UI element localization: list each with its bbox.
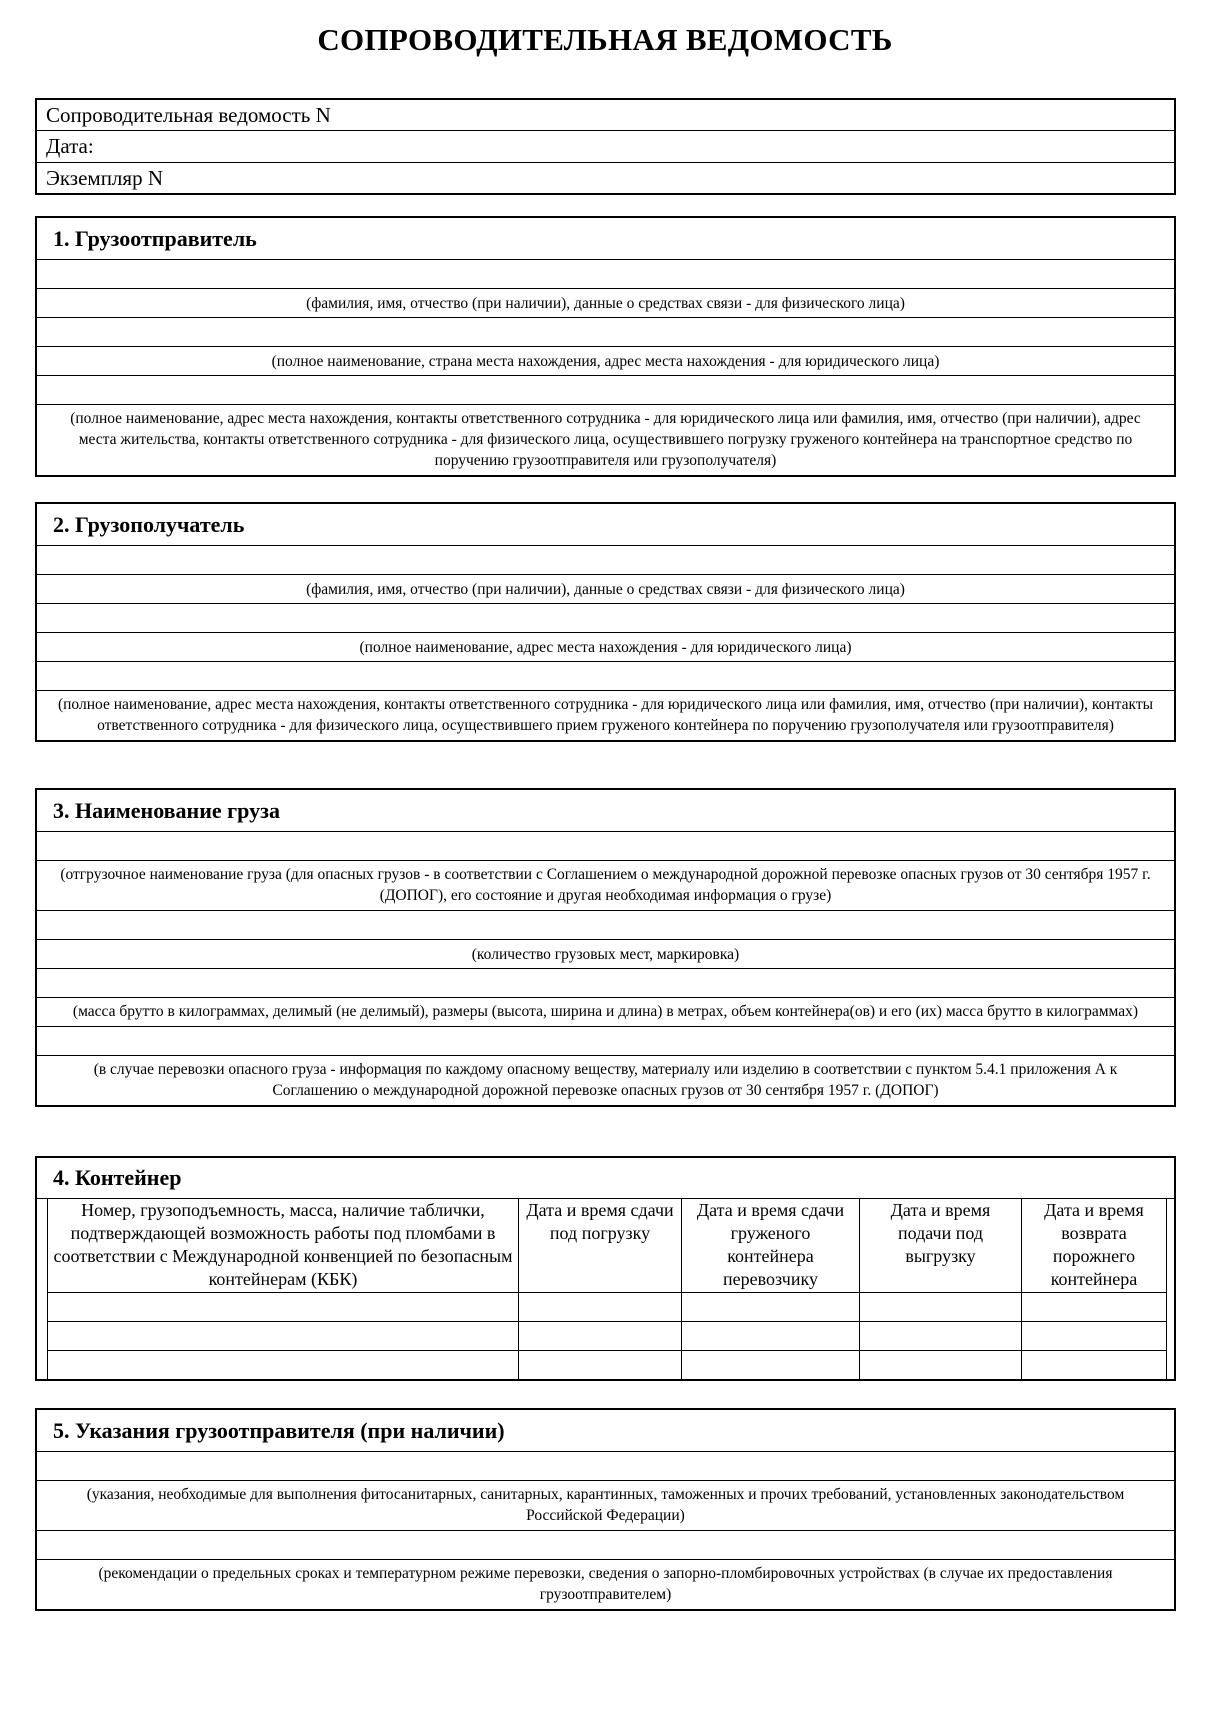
column-header: Номер, грузоподъемность, масса, наличие таблички, подтверждающей возможность работы под пломбами в соответствии с Международной конвенцией по безопасным контейнерам (КБК)	[48, 1199, 519, 1293]
table-cell[interactable]	[682, 1293, 860, 1322]
field-hint: (полное наименование, адрес места нахождения, контакты ответственного сотрудника - для юридического лица или фамилия, имя, отчество (при наличии), адрес места жительства, контакты ответственного сотрудника - для физического лица, осуществившего погрузку груженого контейнера на транспортное средство по поручению грузоотправителя или грузополучателя)	[70, 410, 1141, 469]
table-cell[interactable]	[682, 1322, 860, 1351]
section-title: 1. Грузоотправитель	[37, 218, 1174, 260]
table-cell[interactable]	[1022, 1293, 1167, 1322]
input-field[interactable]	[37, 969, 1174, 998]
column-header: Дата и время сдачи под погрузку	[519, 1199, 682, 1293]
table-header-row	[48, 1199, 1167, 1293]
field-hint: (указания, необходимые для выполнения фитосанитарных, санитарных, карантинных, таможенных и прочих требований, установленных законодательством Российской Федерации)	[37, 1481, 1174, 1531]
section-cargo	[35, 788, 1176, 1107]
field-hint: (количество грузовых мест, маркировка)	[37, 940, 1174, 969]
table-cell[interactable]	[48, 1293, 519, 1322]
table-cell[interactable]	[860, 1322, 1022, 1351]
input-field[interactable]	[37, 546, 1174, 575]
table-cell[interactable]	[1022, 1351, 1167, 1380]
field-hint: (фамилия, имя, отчество (при наличии), данные о средствах связи - для физического лица)	[37, 575, 1174, 604]
header-box	[35, 98, 1176, 195]
header-row-number[interactable]: Сопроводительная ведомость N	[37, 100, 1174, 131]
section-consignor	[35, 216, 1176, 477]
section-shipper-instructions	[35, 1408, 1176, 1611]
field-hint: (фамилия, имя, отчество (при наличии), данные о средствах связи - для физического лица)	[37, 289, 1174, 318]
field-hint: (рекомендации о предельных сроках и температурном режиме перевозки, сведения о запорно-пломбировочных устройствах (в случае их предоставления грузоотправителем)	[98, 1565, 1113, 1603]
table-cell[interactable]	[1022, 1322, 1167, 1351]
field-hint: (отгрузочное наименование груза (для опасных грузов - в соответствии с Соглашением о международной дорожной перевозке опасных грузов от 30 сентября 1957 г. (ДОПОГ), его состояние и другая необходимая информация о грузе)	[37, 861, 1174, 911]
column-header: Дата и время возврата порожнего контейнера	[1022, 1199, 1167, 1293]
table-row	[48, 1293, 1167, 1322]
section-container	[35, 1156, 1176, 1381]
table-cell[interactable]	[860, 1293, 1022, 1322]
document-title: СОПРОВОДИТЕЛЬНАЯ ВЕДОМОСТЬ	[317, 22, 893, 57]
input-field[interactable]	[37, 911, 1174, 940]
input-field[interactable]	[37, 318, 1174, 347]
table-cell[interactable]	[48, 1351, 519, 1380]
input-field[interactable]	[37, 604, 1174, 633]
header-row-copy[interactable]: Экземпляр N	[46, 165, 163, 190]
table-row	[48, 1351, 1167, 1380]
table-cell[interactable]	[682, 1351, 860, 1380]
field-hint: (в случае перевозки опасного груза - информация по каждому опасному веществу, материалу или изделию в соответствии с пунктом 5.4.1 приложения А к Соглашению о международной дорожной перевозке опасных грузов от 30 сентября 1957 г. (ДОПОГ)	[93, 1061, 1118, 1099]
input-field[interactable]	[37, 1531, 1174, 1560]
table-cell[interactable]	[519, 1293, 682, 1322]
field-hint: (полное наименование, страна места нахождения, адрес места нахождения - для юридического лица)	[37, 347, 1174, 376]
input-field[interactable]	[37, 1452, 1174, 1481]
input-field[interactable]	[37, 1027, 1174, 1056]
table-cell[interactable]	[519, 1322, 682, 1351]
field-hint: (полное наименование, адрес места нахождения - для юридического лица)	[37, 633, 1174, 662]
container-table	[47, 1199, 1167, 1379]
section-consignee	[35, 502, 1176, 742]
input-field[interactable]	[37, 662, 1174, 691]
field-hint: (масса брутто в килограммах, делимый (не делимый), размеры (высота, ширина и длина) в метрах, объем контейнера(ов) и его (их) масса брутто в килограммах)	[37, 998, 1174, 1027]
table-row	[48, 1322, 1167, 1351]
section-title: 5. Указания грузоотправителя (при наличии)	[37, 1410, 1174, 1452]
table-cell[interactable]	[48, 1322, 519, 1351]
input-field[interactable]	[37, 376, 1174, 405]
field-hint: (полное наименование, адрес места нахождения, контакты ответственного сотрудника - для юридического лица или фамилия, имя, отчество (при наличии), контакты ответственного сотрудника - для физического лица, осуществившего прием груженого контейнера по поручению грузополучателя или грузоотправителя)	[57, 696, 1154, 734]
section-title: 3. Наименование груза	[37, 790, 1174, 832]
column-header: Дата и время сдачи груженого контейнера перевозчику	[682, 1199, 860, 1293]
table-cell[interactable]	[519, 1351, 682, 1380]
column-header: Дата и время подачи под выгрузку	[860, 1199, 1022, 1293]
section-title: 4. Контейнер	[37, 1158, 1174, 1199]
header-row-date[interactable]: Дата:	[37, 131, 1174, 163]
input-field[interactable]	[37, 260, 1174, 289]
input-field[interactable]	[37, 832, 1174, 861]
section-title: 2. Грузополучатель	[37, 504, 1174, 546]
table-cell[interactable]	[860, 1351, 1022, 1380]
